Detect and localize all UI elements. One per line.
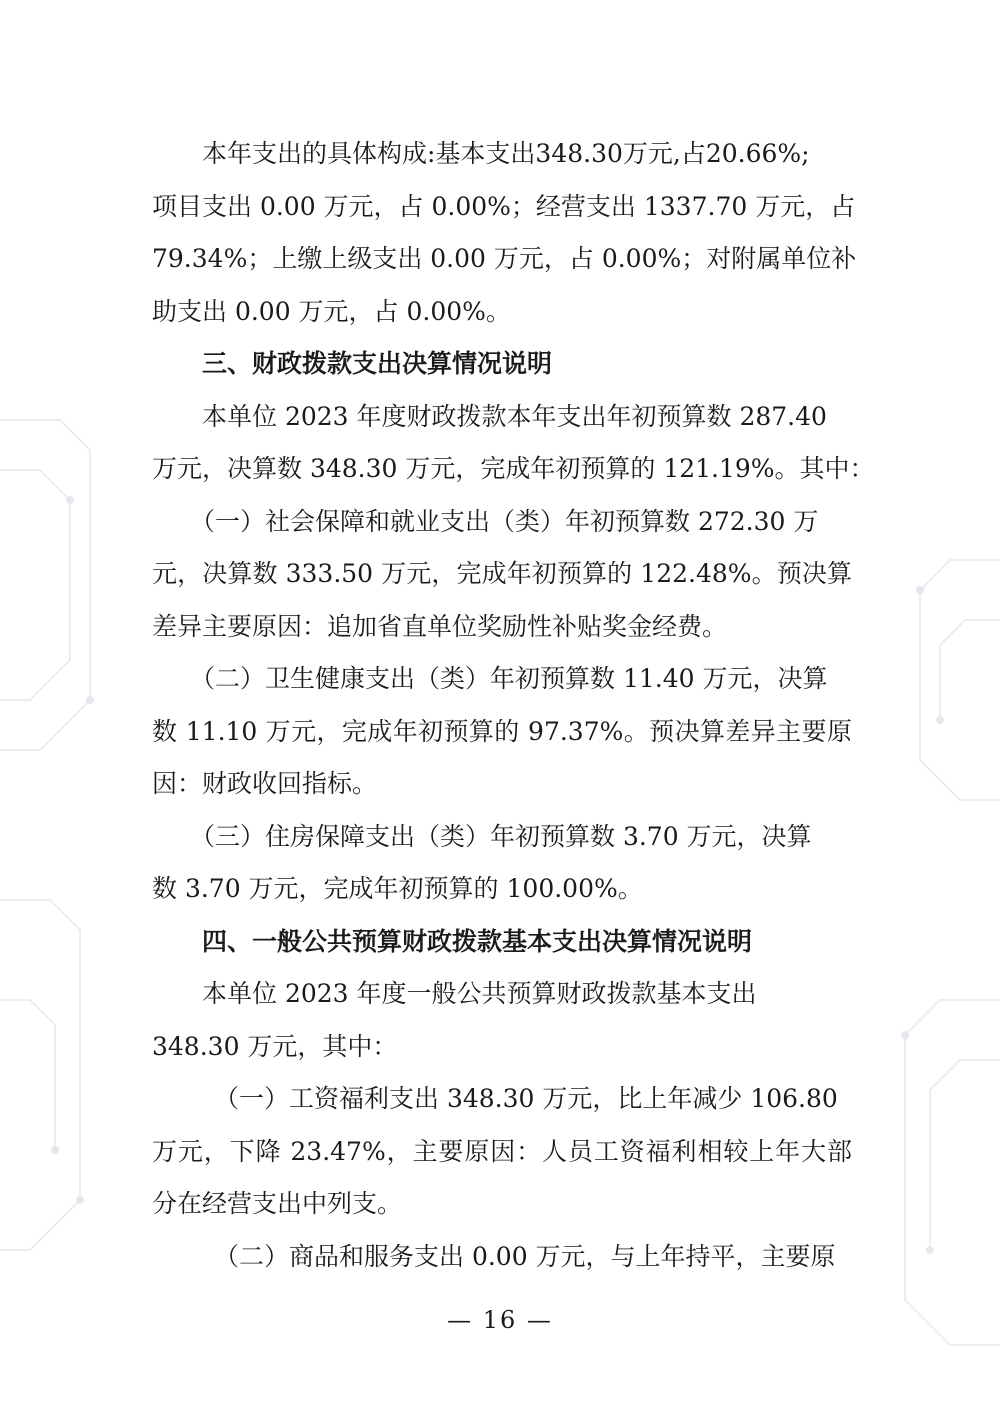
section-heading-3: 三、财政拨款支出决算情况说明 [202, 349, 553, 378]
paragraph-line: 本单位 2023 年度财政拨款本年支出年初预算数 287.40 [202, 401, 827, 431]
paragraph-line: 项目支出 0.00 万元，占 0.00%；经营支出 1337.70 万元，占 [152, 191, 856, 221]
list-item-line: （二）商品和服务支出 0.00 万元，与上年持平，主要原 [214, 1241, 836, 1271]
paragraph-line: 348.30 万元，其中： [152, 1031, 398, 1061]
page-number: — 16 — [447, 1306, 553, 1334]
list-item-line: 差异主要原因：追加省直单位奖励性补贴奖金经费。 [152, 611, 728, 641]
list-item-line: （一）社会保障和就业支出（类）年初预算数 272.30 万 [190, 506, 819, 536]
paragraph-line: 助支出 0.00 万元，占 0.00%。 [152, 296, 511, 326]
list-item-line: 元，决算数 333.50 万元，完成年初预算的 122.48%。预决算 [152, 559, 852, 588]
list-item-line: （一）工资福利支出 348.30 万元，比上年减少 106.80 [214, 1084, 838, 1113]
document-body [152, 128, 875, 1283]
paragraph-line: 79.34%；上缴上级支出 0.00 万元，占 0.00%；对附属单位补 [152, 244, 857, 273]
list-item-line: （三）住房保障支出（类）年初预算数 3.70 万元，决算 [190, 821, 812, 851]
paragraph-line: 本单位 2023 年度一般公共预算财政拨款基本支出 [202, 979, 757, 1008]
paragraph-line: 本年支出的具体构成:基本支出348.30万元,占20.66%; [202, 139, 810, 168]
list-item-line: 数 11.10 万元，完成年初预算的 97.37%。预决算差异主要原 [152, 716, 852, 746]
list-item-line: 分在经营支出中列支。 [152, 1189, 403, 1218]
list-item-line: 数 3.70 万元，完成年初预算的 100.00%。 [152, 874, 643, 903]
list-item-line: （二）卫生健康支出（类）年初预算数 11.40 万元，决算 [190, 664, 828, 693]
paragraph-line: 万元，决算数 348.30 万元，完成年初预算的 121.19%。其中： [152, 454, 875, 483]
list-item-line: 因：财政收回指标。 [152, 769, 378, 798]
list-item-line: 万元，下降 23.47%，主要原因：人员工资福利相较上年大部 [152, 1136, 852, 1166]
section-heading-4: 四、一般公共预算财政拨款基本支出决算情况说明 [202, 926, 753, 956]
